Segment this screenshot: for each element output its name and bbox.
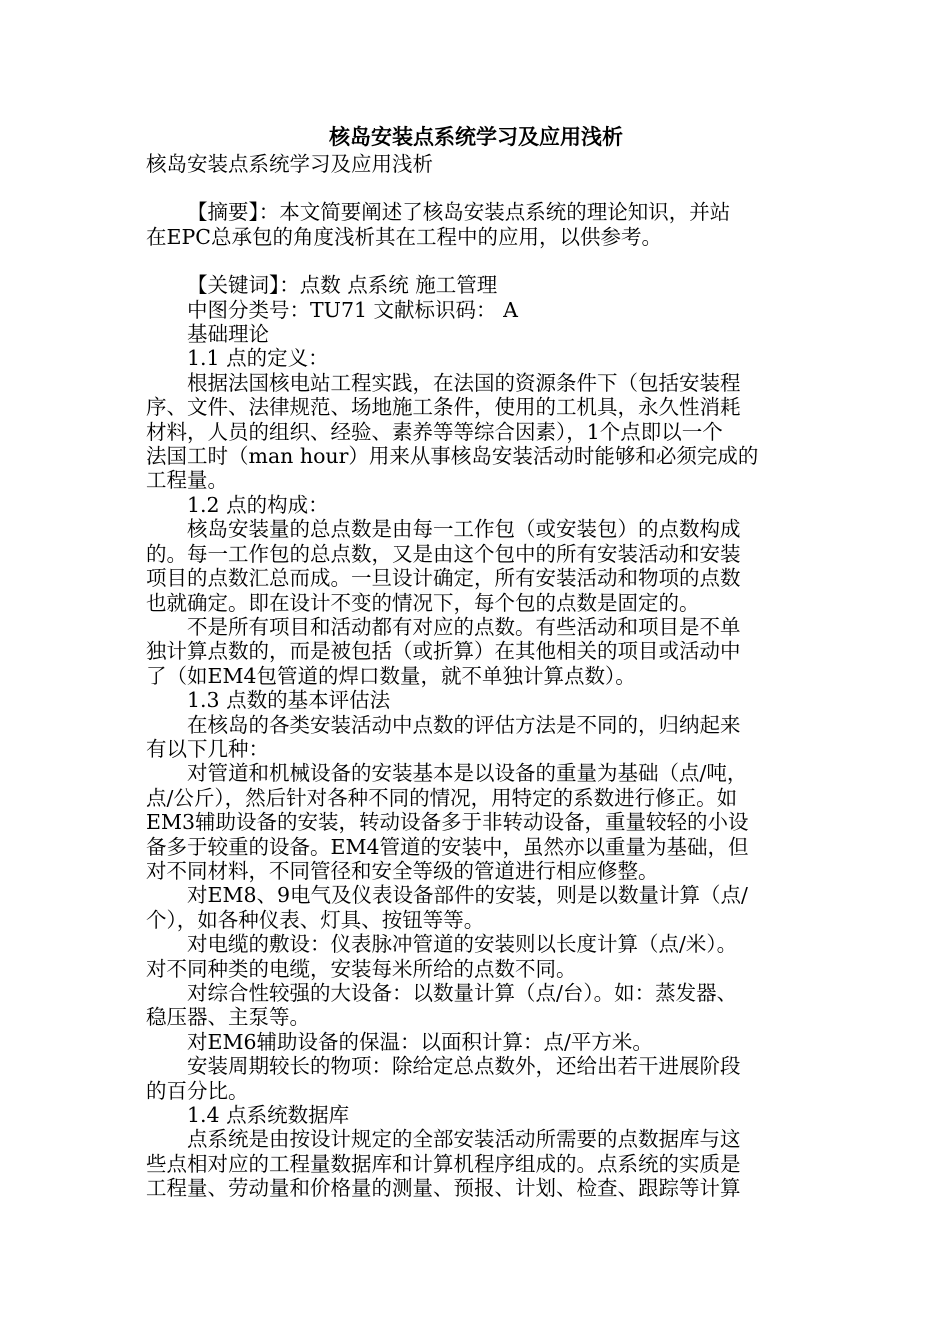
paragraph-line: 个），如各种仪表、灯具、按钮等等。	[146, 907, 485, 932]
paragraph-1-3-d	[146, 932, 806, 981]
classification-line: 中图分类号：TU71 文献标识码： A	[187, 297, 518, 322]
section-heading-1-3: 1.3 点数的基本评估法	[187, 688, 391, 713]
paragraph-1-3-b	[146, 761, 806, 883]
abstract-line: 【摘要】：本文简要阐述了核岛安装点系统的理论知识，并站	[187, 200, 731, 225]
paragraph-1-3-f	[146, 1030, 806, 1054]
paragraph-1-2-a	[146, 517, 806, 615]
paragraph-line: 的。每一工作包的总点数，又是由这个包中的所有安装活动和安装	[146, 541, 741, 566]
paragraph-line: 对不同种类的电缆，安装每米所给的点数不同。	[146, 956, 577, 981]
spacer	[146, 176, 806, 200]
paragraph-1-3-a	[146, 713, 806, 762]
abstract-line: 在EPC总承包的角度浅析其在工程中的应用，以供参考。	[146, 224, 662, 249]
paragraph-line: 在核岛的各类安装活动中点数的评估方法是不同的，归纳起来	[187, 712, 741, 737]
document-title: 核岛安装点系统学习及应用浅析	[329, 124, 623, 149]
paragraph-line: 不是所有项目和活动都有对应的点数。有些活动和项目是不单	[187, 614, 741, 639]
paragraph-line: 有以下几种：	[146, 736, 269, 761]
paragraph-line: 项目的点数汇总而成。一旦设计确定，所有安装活动和物项的点数	[146, 566, 741, 591]
paragraph-line: 材料，人员的组织、经验、素养等等综合因素），1个点即以一个	[146, 419, 723, 444]
document-page	[146, 122, 806, 1201]
paragraph-line: 根据法国核电站工程实践，在法国的资源条件下（包括安装程	[187, 370, 741, 395]
paragraph-line: 对管道和机械设备的安装基本是以设备的重量为基础（点/吨，	[187, 761, 748, 786]
paragraph-line: 些点相对应的工程量数据库和计算机程序组成的。点系统的实质是	[146, 1151, 741, 1176]
paragraph-line: 了（如EM4包管道的焊口数量，就不单独计算点数）。	[146, 663, 636, 688]
paragraph-line: 对电缆的敷设：仪表脉冲管道的安装则以长度计算（点/米）。	[187, 932, 738, 957]
paragraph-line: 对EM6辅助设备的保温：以面积计算：点/平方米。	[187, 1029, 653, 1054]
abstract-paragraph	[146, 200, 806, 249]
paragraph-line: 对不同材料，不同管径和安全等级的管道进行相应修整。	[146, 858, 659, 883]
document-subtitle: 核岛安装点系统学习及应用浅析	[146, 152, 433, 176]
paragraph-1-1	[146, 371, 806, 493]
paragraph-1-3-c	[146, 883, 806, 932]
paragraph-line: EM3辅助设备的安装，转动设备多于非转动设备，重量较轻的小设	[146, 810, 749, 835]
paragraph-line: 工程量、劳动量和价格量的测量、预报、计划、检查、跟踪等计算	[146, 1176, 741, 1201]
paragraph-1-3-g	[146, 1054, 806, 1103]
section-heading-1-1: 1.1 点的定义：	[187, 346, 329, 371]
paragraph-line: 核岛安装量的总点数是由每一工作包（或安装包）的点数构成	[187, 517, 741, 542]
paragraph-line: 的百分比。	[146, 1078, 249, 1103]
paragraph-line: 对EM8、9电气及仪表设备部件的安装，则是以数量计算（点/	[187, 883, 748, 908]
spacer	[146, 249, 806, 273]
paragraph-line: 安装周期较长的物项：除给定总点数外，还给出若干进展阶段	[187, 1054, 741, 1079]
paragraph-line: 点/公斤），然后针对各种不同的情况，用特定的系数进行修正。如	[146, 785, 738, 810]
paragraph-line: 序、文件、法律规范、场地施工条件，使用的工机具，永久性消耗	[146, 395, 741, 420]
paragraph-line: 法国工时（man hour）用来从事核岛安装活动时能够和必须完成的	[146, 444, 759, 469]
paragraph-line: 点系统是由按设计规定的全部安装活动所需要的点数据库与这	[187, 1127, 741, 1152]
paragraph-1-4	[146, 1127, 806, 1200]
keywords-line: 【关键词】：点数 点系统 施工管理	[187, 273, 498, 298]
section-heading-1-2: 1.2 点的构成：	[187, 492, 329, 517]
paragraph-1-2-b	[146, 615, 806, 688]
paragraph-line: 稳压器、主泵等。	[146, 1005, 310, 1030]
paragraph-line: 工程量。	[146, 468, 228, 493]
section-heading-1-4: 1.4 点系统数据库	[187, 1103, 350, 1128]
paragraph-1-3-e	[146, 981, 806, 1030]
section-heading-basic: 基础理论	[187, 322, 269, 347]
paragraph-line: 独计算点数的，而是被包括（或折算）在其他相关的项目或活动中	[146, 639, 741, 664]
paragraph-line: 对综合性较强的大设备：以数量计算（点/台）。如：蒸发器、	[187, 981, 738, 1005]
paragraph-line: 也就确定。即在设计不变的情况下，每个包的点数是固定的。	[146, 590, 700, 615]
paragraph-line: 备多于较重的设备。EM4管道的安装中，虽然亦以重量为基础，但	[146, 834, 749, 859]
